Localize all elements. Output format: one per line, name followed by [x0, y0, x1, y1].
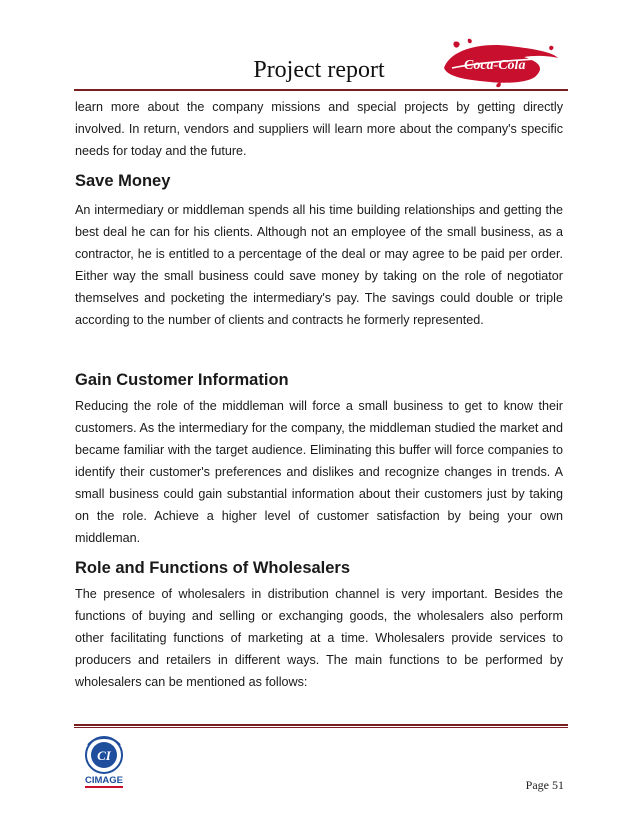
- document-body: [75, 96, 563, 693]
- footer-divider-thin: [74, 727, 568, 728]
- page-number: Page 51: [525, 778, 564, 792]
- section-heading-gain-customer-information: Gain Customer Information: [75, 371, 289, 389]
- svg-text:CI: CI: [97, 748, 111, 763]
- intro-paragraph: learn more about the company missions and special projects by getting directly involved. In return, vendors and suppliers will learn more about the company's specific needs for today and the future.: [75, 100, 563, 158]
- svg-text:Coca-Cola: Coca-Cola: [464, 58, 526, 73]
- save-money-paragraph: An intermediary or middleman spends all his time building relationships and getting the best deal he can for his clients. Although not an employee of the small business, as a contractor, he is entitled to a percentage of the deal or may agree to be paid per order. Either way the small business could save money by taking on the role of negotiator themselves and pocketing the intermediary's pay. The savings could double or triple according to the number of clients and contracts he formerly represented.: [75, 203, 563, 327]
- cimage-logo-icon: [79, 735, 129, 793]
- page-title: Project report: [253, 57, 385, 83]
- wholesalers-paragraph: The presence of wholesalers in distribution channel is very important. Besides the functions of buying and selling or exchanging goods, the wholesalers also perform other facilitating functions of marketing at a time. Wholesalers provide services to producers and retailers in different ways. The main functions to be performed by wholesalers can be mentioned as follows:: [75, 587, 563, 689]
- header-divider: [74, 89, 568, 91]
- svg-text:CIMAGE: CIMAGE: [85, 775, 123, 786]
- gain-customer-paragraph: Reducing the role of the middleman will force a small business to get to know their customers. As the intermediary for the company, the middleman studied the market and became familiar with the target audience. Eliminating this buffer will force companies to identify their customer's preferences and dislikes and recognize changes in trends. A small business could gain substantial information about their customers just by taking on the role. Achieve a higher level of customer satisfaction by being your own middleman.: [75, 399, 563, 545]
- section-heading-save-money: Save Money: [75, 172, 171, 190]
- footer-divider: [74, 724, 568, 726]
- coca-cola-logo-icon: [440, 38, 562, 88]
- section-heading-wholesalers: Role and Functions of Wholesalers: [75, 559, 351, 577]
